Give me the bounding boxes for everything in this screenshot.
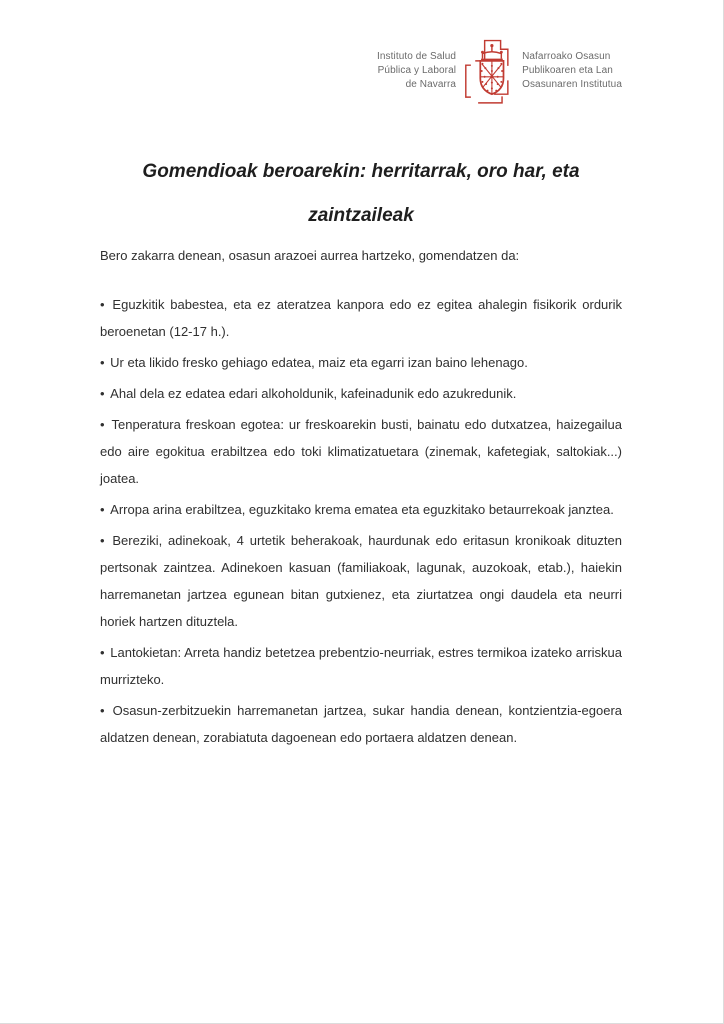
bullet-text: Ur eta likido fresko gehiago edatea, maiz eta egarri izan baino lehenago. bbox=[110, 355, 528, 370]
org-name-line: de Navarra bbox=[405, 79, 457, 90]
bullet-item bbox=[100, 349, 622, 376]
bullet-marker: • bbox=[100, 386, 109, 401]
page-title-line1: Gomendioak beroarekin: herritarrak, oro har, eta bbox=[142, 161, 580, 182]
org-name-basque bbox=[522, 50, 622, 92]
bullet-item bbox=[100, 697, 622, 751]
bullet-marker: • bbox=[100, 703, 111, 718]
bullet-text: Eguzkitik babestea, eta ez ateratzea kanpora edo ez egitea ahalegin fisikorik ordurik beroenetan (12-17 h.). bbox=[100, 297, 623, 339]
page-title bbox=[100, 150, 622, 238]
cross-outline-bottom bbox=[479, 97, 502, 103]
org-name-line: Pública y Laboral bbox=[377, 65, 457, 76]
bullet-item bbox=[100, 496, 622, 523]
bullet-marker: • bbox=[100, 645, 109, 660]
bullet-marker: • bbox=[100, 533, 111, 548]
bullet-marker: • bbox=[100, 417, 110, 432]
org-name-line: Nafarroako Osasun bbox=[522, 51, 611, 62]
org-name-spanish bbox=[377, 50, 456, 92]
bullet-text: Osasun-zerbitzuekin harremanetan jartzea, sukar handia denean, kontzientzia-egoera aldatzen denean, zorabiatuta dagoenean edo portaera aldatzen denean. bbox=[100, 703, 623, 745]
letterhead bbox=[0, 0, 724, 106]
bullet-text: Ahal dela ez edatea edari alkoholdunik, kafeinadunik edo azukredunik. bbox=[110, 386, 517, 401]
bullet-marker: • bbox=[100, 297, 111, 312]
bullet-text: Lantokietan: Arreta handiz betetzea prebentzio-neurriak, estres termikoa izateko arriskua murrizteko. bbox=[100, 645, 622, 687]
bullet-item bbox=[100, 639, 622, 693]
bullet-list bbox=[100, 291, 622, 751]
navarra-coat-of-arms-icon bbox=[460, 36, 518, 106]
org-name-line: Osasunaren Institutua bbox=[522, 79, 622, 90]
bullet-item bbox=[100, 380, 622, 407]
page-title-line2: zaintzaileak bbox=[308, 205, 414, 226]
bullet-item bbox=[100, 527, 622, 635]
bullet-marker: • bbox=[100, 355, 109, 370]
intro-paragraph: Bero zakarra denean, osasun arazoei aurrea hartzeko, gomendatzen da: bbox=[100, 248, 520, 263]
cross-outline-left bbox=[466, 65, 470, 97]
org-name-line: Instituto de Salud bbox=[376, 51, 457, 62]
bullet-text: Bereziki, adinekoak, 4 urtetik beherakoak, haurdunak edo eritasun kronikoak dituzten pertsonak zaintzea. Adinekoen kasuan (familiakoak, lagunak, auzokoak, etab.), haiekin harremanetan jartzea egunean bitan gutxienez, eta ziurtatzea ongi daudela eta neurri horiek hartzen dituztela. bbox=[100, 533, 622, 629]
bullet-text: Arropa arina erabiltzea, eguzkitako krema ematea eta eguzkitako betaurrekoak janztea. bbox=[110, 502, 614, 517]
org-name-line: Publikoaren eta Lan bbox=[522, 65, 613, 76]
bullet-text: Tenperatura freskoan egotea: ur freskoarekin busti, bainatu edo dutxatzea, haizegailua edo aire egokitua erabiltzea edo toki klimatizatuetara (zinemak, kafetegiak, saltokiak...) joatea. bbox=[100, 417, 622, 486]
bullet-item bbox=[100, 291, 622, 345]
document-content bbox=[100, 150, 622, 751]
bullet-item bbox=[100, 411, 622, 492]
bullet-marker: • bbox=[100, 502, 109, 517]
